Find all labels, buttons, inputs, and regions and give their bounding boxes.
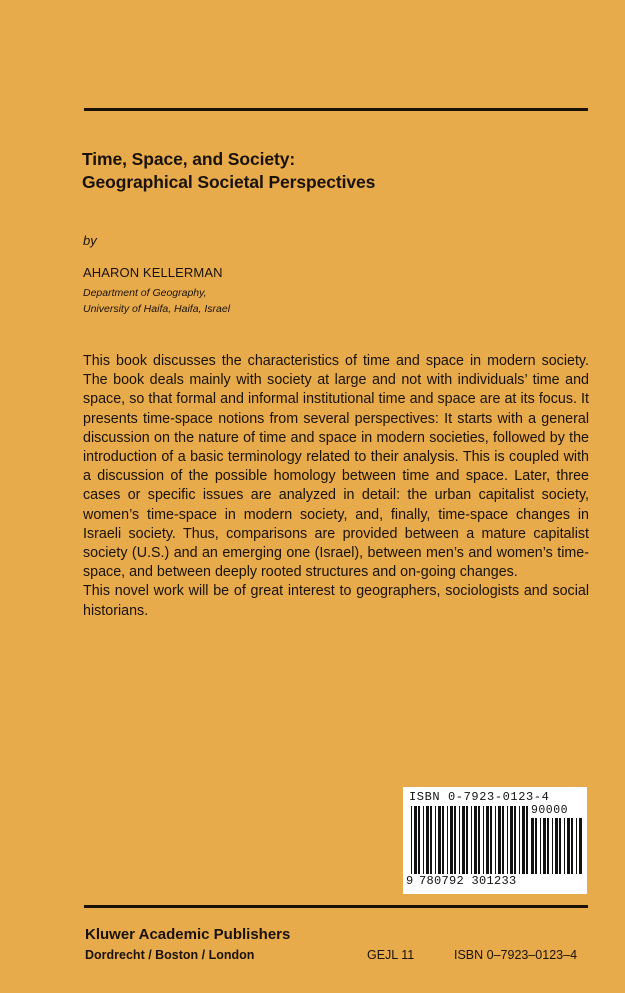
barcode-bar	[486, 806, 489, 874]
isbn-barcode-box	[403, 787, 587, 894]
barcode-bar	[519, 806, 520, 874]
barcode-bar	[490, 806, 492, 874]
barcode-bar	[547, 818, 549, 874]
barcode-bar	[447, 806, 448, 874]
isbn-label: ISBN 0-7923-0123-4	[409, 790, 550, 804]
barcode-bar	[564, 818, 565, 874]
barcode-bar	[531, 818, 534, 874]
barcode-bar	[423, 806, 424, 874]
barcode-bar	[510, 806, 513, 874]
barcode-bar	[507, 806, 508, 874]
barcode-bar	[540, 818, 541, 874]
barcode-bar	[471, 806, 472, 874]
barcode-bar	[438, 806, 441, 874]
barcode-bar	[426, 806, 429, 874]
barcode-bar	[442, 806, 444, 874]
publisher-name: Kluwer Academic Publishers	[85, 926, 291, 943]
book-title	[82, 148, 582, 194]
barcode-bar	[552, 818, 553, 874]
addon-barcode	[531, 818, 583, 874]
barcode-bar	[495, 806, 496, 874]
description-paragraph-1: This book discusses the characteristics of time and space in modern society. The book deals mainly with society at large and not with individuals’ time and space, so that formal and informal institutional time and space are at its focus. It presents time-space notions from several perspectives: It starts with a general discussion on the nature of time and space in modern societies, followed by the introduction of a basic terminology related to their analysis. This is coupled with a discussion of the possible homology between time and space. Later, three cases or specific issues are analyzed in detail: the urban capitalist society, women’s time-space in modern society, and, finally, time-space changes in Israeli society. Thus, comparisons are provided between a mature capitalist society (U.S.) and an emerging one (Israel), between men’s and women’s time-space, and between deeply rooted structures and on-going changes.	[83, 353, 589, 581]
barcode-bar	[418, 806, 420, 874]
barcode-bar	[576, 818, 577, 874]
book-description	[83, 352, 589, 621]
description-paragraph-2: This novel work will be of great interest to geographers, sociologists and social historians.	[83, 583, 589, 619]
barcode-bar	[498, 806, 501, 874]
barcode-bar	[411, 806, 412, 874]
barcode-bar	[514, 806, 516, 874]
barcode-bar	[555, 818, 558, 874]
barcode-bar	[543, 818, 546, 874]
author-affiliation	[83, 285, 230, 317]
ean-barcode	[411, 806, 529, 874]
addon-digits: 90000	[531, 804, 569, 817]
barcode-bar	[559, 818, 561, 874]
author-name: AHARON KELLERMAN	[83, 265, 223, 280]
barcode-bar	[522, 806, 525, 874]
barcode-bar	[571, 818, 573, 874]
bottom-rule	[84, 905, 588, 908]
barcode-bar	[483, 806, 484, 874]
publisher-cities: Dordrecht / Boston / London	[85, 948, 255, 962]
barcode-bar	[474, 806, 477, 874]
title-line-1: Time, Space, and Society:	[82, 149, 296, 169]
barcode-bar	[430, 806, 432, 874]
barcode-bar	[462, 806, 465, 874]
ean-digits: 780792 301233	[419, 874, 517, 888]
top-rule	[84, 108, 588, 111]
barcode-bar	[526, 806, 528, 874]
affiliation-line-1: Department of Geography,	[83, 287, 207, 299]
barcode-bar	[478, 806, 480, 874]
barcode-bar	[579, 818, 582, 874]
barcode-bar	[466, 806, 468, 874]
barcode-bar	[454, 806, 456, 874]
barcode-bar	[414, 806, 417, 874]
barcode-bar	[502, 806, 504, 874]
by-label: by	[83, 233, 97, 248]
barcode-bar	[435, 806, 436, 874]
barcode-bar	[567, 818, 570, 874]
title-line-2: Geographical Societal Perspectives	[82, 172, 376, 192]
affiliation-line-2: University of Haifa, Haifa, Israel	[83, 303, 231, 315]
ean-lead-digit: 9	[406, 874, 414, 888]
barcode-bar	[459, 806, 460, 874]
isbn-footer: ISBN 0–7923–0123–4	[454, 948, 578, 962]
barcode-bar	[535, 818, 537, 874]
catalog-code: GEJL 11	[367, 948, 415, 962]
barcode-bar	[450, 806, 453, 874]
